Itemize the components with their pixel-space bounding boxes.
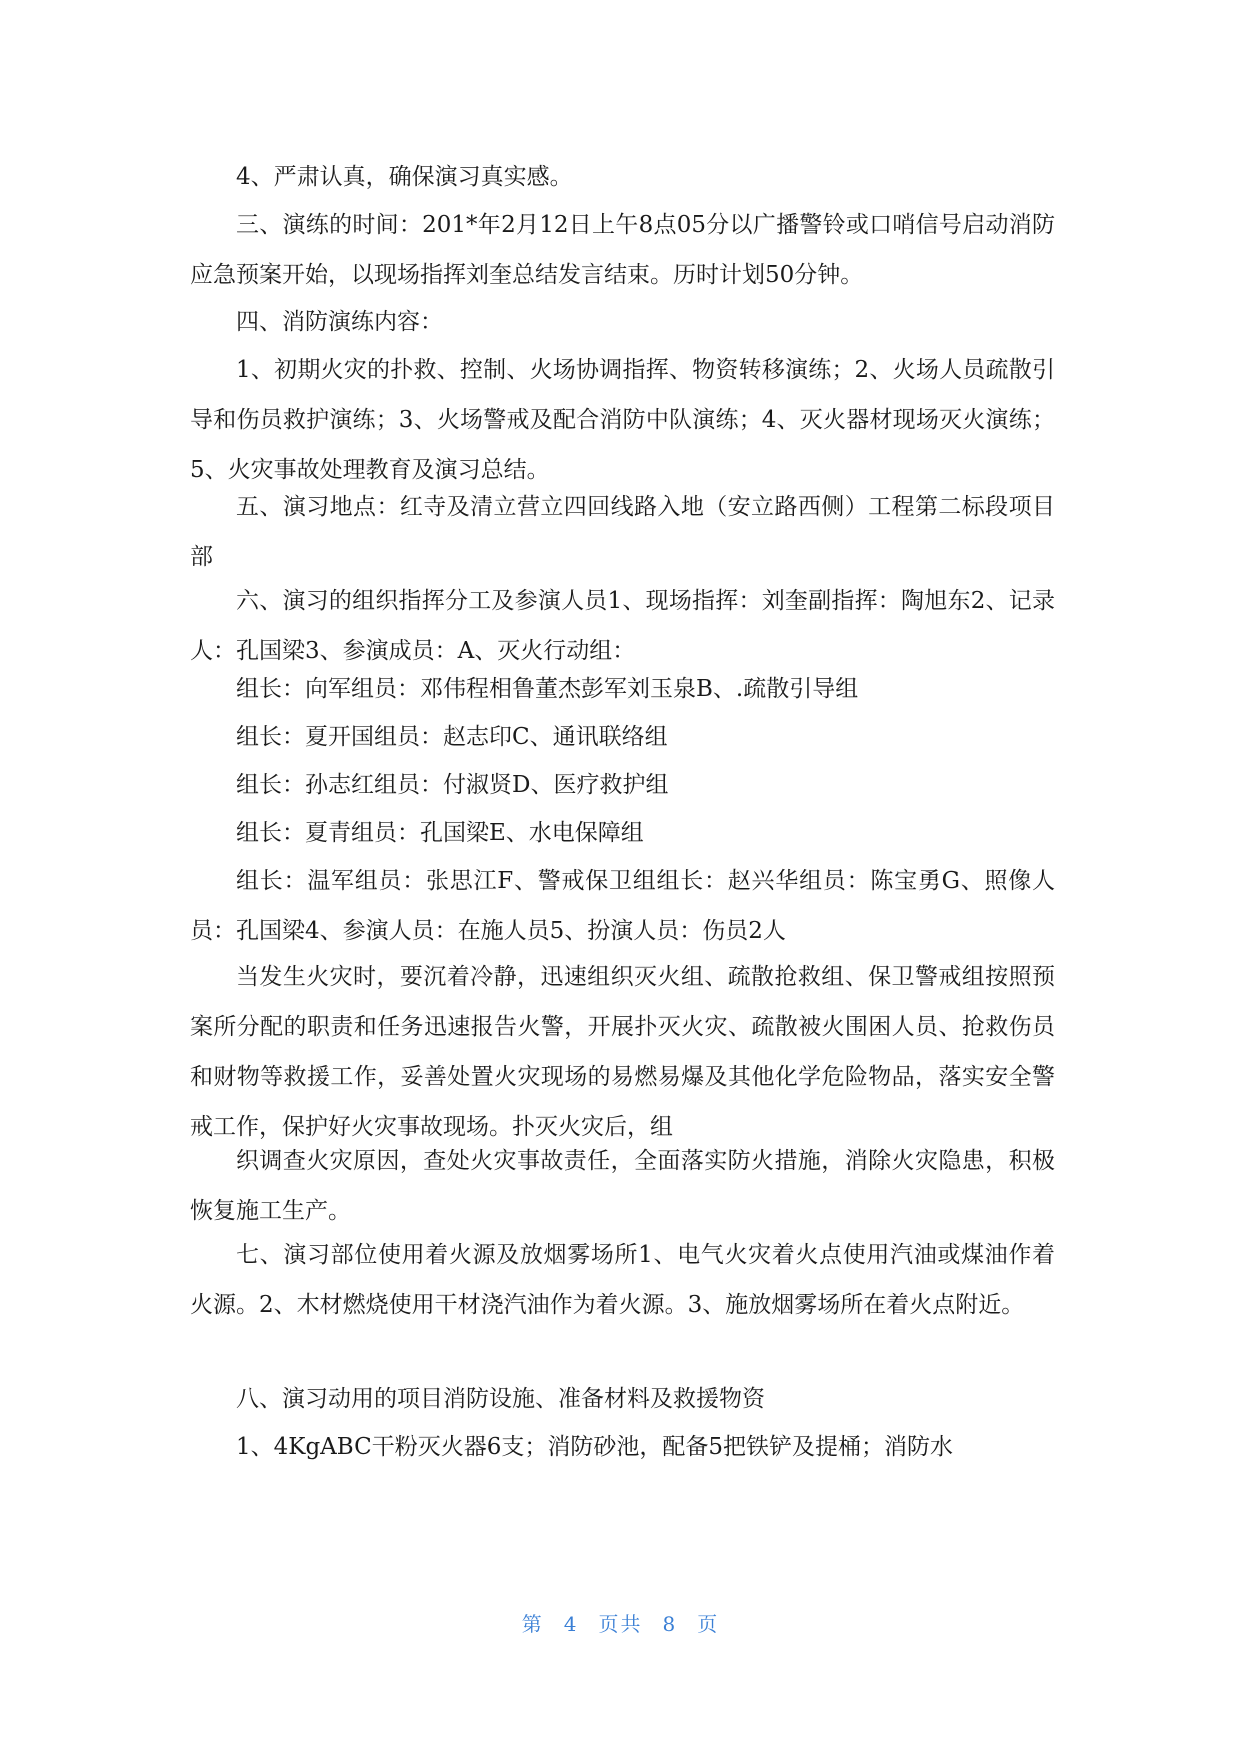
footer-total-pages: 8: [662, 1612, 678, 1636]
paragraph-group-b: 组长：夏开国组员：赵志印C、通讯联络组: [236, 724, 668, 750]
paragraph-group-d: 组长：夏青组员：孔国梁E、水电保障组: [236, 820, 644, 846]
footer-current-page: 4: [563, 1612, 579, 1636]
page-footer: [0, 1608, 1241, 1637]
paragraph-organization: 六、演习的组织指挥分工及参演人员1、现场指挥：刘奎副指挥：陶旭东2、记录人：孔国梁3、参演成员：A、灭火行动组：: [190, 588, 1055, 664]
paragraph-group-a: 组长：向军组员：邓伟程相鲁董杰彭军刘玉泉B、.疏散引导组: [236, 676, 859, 702]
paragraph-drill-location: 五、演习地点：红寺及清立营立四回线路入地（安立路西侧）工程第二标段项目部: [190, 494, 1055, 570]
paragraph-requirement-4: 4、严肃认真，确保演习真实感。: [236, 164, 573, 190]
footer-prefix: 第: [521, 1612, 544, 1636]
paragraph-fire-sources: 七、演习部位使用着火源及放烟雾场所1、电气火灾着火点使用汽油或煤油作着火源。2、木材燃烧使用干材浇汽油作为着火源。3、施放烟雾场所在着火点附近。: [190, 1242, 1055, 1318]
paragraph-group-c: 组长：孙志红组员：付淑贤D、医疗救护组: [236, 772, 669, 798]
footer-middle: 页共: [598, 1612, 643, 1636]
paragraph-fire-response: 当发生火灾时，要沉着冷静，迅速组织灭火组、疏散抢救组、保卫警戒组按照预案所分配的职责和任务迅速报告火警，开展扑灭火灾、疏散被火围困人员、抢救伤员和财物等救援工作，妥善处置火灾现场的易燃易爆及其他化学危险物品，落实安全警戒工作，保护好火灾事故现场。扑灭火灾后，组: [190, 964, 1055, 1140]
paragraph-drill-content-heading: 四、消防演练内容：: [236, 309, 443, 335]
paragraph-fire-investigation: 织调查火灾原因，查处火灾事故责任，全面落实防火措施，消除火灾隐患，积极恢复施工生产。: [190, 1148, 1055, 1224]
paragraph-drill-content-list: 1、初期火灾的扑救、控制、火场协调指挥、物资转移演练；2、火场人员疏散引导和伤员救护演练；3、火场警戒及配合消防中队演练；4、灭火器材现场灭火演练；5、火灾事故处理教育及演习总结。: [190, 357, 1055, 483]
paragraph-materials-heading: 八、演习动用的项目消防设施、准备材料及救援物资: [236, 1386, 765, 1412]
paragraph-group-e: 组长：温军组员：张思江F、警戒保卫组组长：赵兴华组员：陈宝勇G、照像人员：孔国梁4、参演人员：在施人员5、扮演人员：伤员2人: [190, 868, 1055, 944]
footer-suffix: 页: [697, 1612, 720, 1636]
paragraph-drill-time: 三、演练的时间：201*年2月12日上午8点05分以广播警铃或口哨信号启动消防应急预案开始，以现场指挥刘奎总结发言结束。历时计划50分钟。: [190, 212, 1055, 288]
paragraph-materials-list: 1、4KgABC干粉灭火器6支；消防砂池，配备5把铁铲及提桶；消防水: [236, 1434, 953, 1460]
